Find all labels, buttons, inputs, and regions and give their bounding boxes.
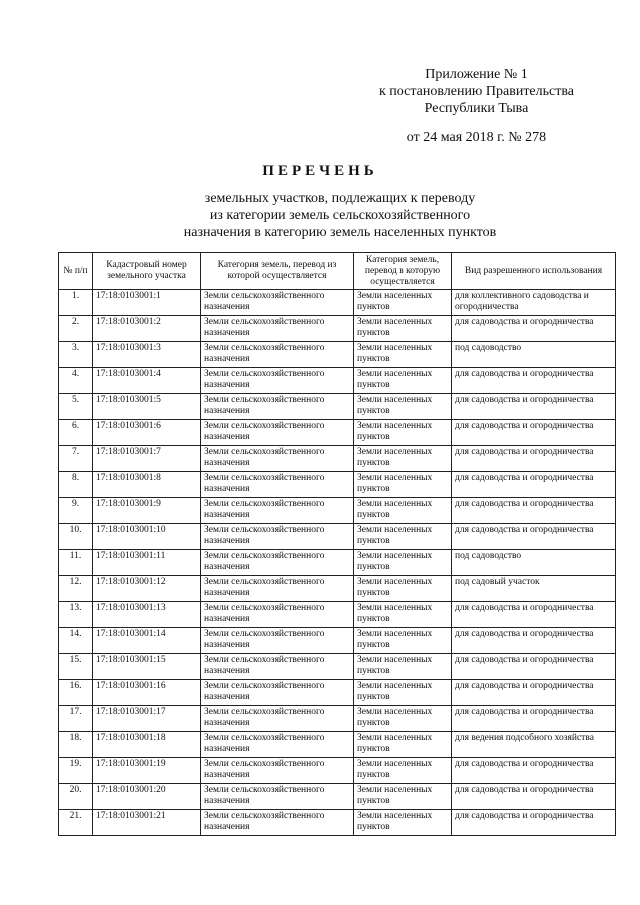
cell-num: 6.: [59, 420, 93, 446]
cell-to-category: Земли населенных пунктов: [354, 394, 452, 420]
table-row: [59, 758, 616, 784]
cell-to-category: Земли населенных пунктов: [354, 368, 452, 394]
cell-from-category: Земли сельскохозяйственного назначения: [201, 290, 354, 316]
cell-usage: для коллективного садоводства и огородничества: [452, 290, 616, 316]
table-body: [59, 290, 616, 836]
cell-cadastral: 17:18:0103001:21: [93, 810, 201, 836]
cell-num: 13.: [59, 602, 93, 628]
cell-cadastral: 17:18:0103001:6: [93, 420, 201, 446]
cell-cadastral: 17:18:0103001:9: [93, 498, 201, 524]
cell-num: 11.: [59, 550, 93, 576]
cell-usage: для ведения подсобного хозяйства: [452, 732, 616, 758]
table-row: [59, 706, 616, 732]
cell-cadastral: 17:18:0103001:8: [93, 472, 201, 498]
appendix-block: [379, 66, 574, 146]
cell-num: 7.: [59, 446, 93, 472]
cell-from-category: Земли сельскохозяйственного назначения: [201, 394, 354, 420]
table-row: [59, 446, 616, 472]
land-plots-table: [58, 252, 616, 836]
cell-from-category: Земли сельскохозяйственного назначения: [201, 472, 354, 498]
cell-to-category: Земли населенных пунктов: [354, 472, 452, 498]
cell-cadastral: 17:18:0103001:12: [93, 576, 201, 602]
cell-num: 16.: [59, 680, 93, 706]
cell-usage: для садоводства и огородничества: [452, 628, 616, 654]
cell-from-category: Земли сельскохозяйственного назначения: [201, 784, 354, 810]
cell-to-category: Земли населенных пунктов: [354, 446, 452, 472]
cell-usage: для садоводства и огородничества: [452, 810, 616, 836]
cell-from-category: Земли сельскохозяйственного назначения: [201, 498, 354, 524]
cell-from-category: Земли сельскохозяйственного назначения: [201, 420, 354, 446]
table-row: [59, 394, 616, 420]
header-usage: Вид разрешенного использования: [452, 253, 616, 290]
cell-from-category: Земли сельскохозяйственного назначения: [201, 602, 354, 628]
table-row: [59, 420, 616, 446]
cell-from-category: Земли сельскохозяйственного назначения: [201, 368, 354, 394]
table-row: [59, 680, 616, 706]
header-cadastral: Кадастровый номер земельного участка: [93, 253, 201, 290]
cell-num: 20.: [59, 784, 93, 810]
cell-num: 10.: [59, 524, 93, 550]
cell-num: 1.: [59, 290, 93, 316]
cell-usage: для садоводства и огородничества: [452, 368, 616, 394]
cell-from-category: Земли сельскохозяйственного назначения: [201, 628, 354, 654]
cell-to-category: Земли населенных пунктов: [354, 680, 452, 706]
cell-num: 19.: [59, 758, 93, 784]
table-row: [59, 342, 616, 368]
cell-to-category: Земли населенных пунктов: [354, 550, 452, 576]
cell-cadastral: 17:18:0103001:10: [93, 524, 201, 550]
cell-cadastral: 17:18:0103001:2: [93, 316, 201, 342]
cell-from-category: Земли сельскохозяйственного назначения: [201, 524, 354, 550]
cell-num: 14.: [59, 628, 93, 654]
cell-num: 21.: [59, 810, 93, 836]
cell-num: 9.: [59, 498, 93, 524]
cell-num: 15.: [59, 654, 93, 680]
cell-from-category: Земли сельскохозяйственного назначения: [201, 706, 354, 732]
cell-usage: под садоводство: [452, 342, 616, 368]
cell-to-category: Земли населенных пунктов: [354, 628, 452, 654]
cell-num: 5.: [59, 394, 93, 420]
table-row: [59, 290, 616, 316]
cell-usage: для садоводства и огородничества: [452, 706, 616, 732]
cell-usage: для садоводства и огородничества: [452, 446, 616, 472]
document-title: ПЕРЕЧЕНЬ: [262, 163, 378, 179]
table-row: [59, 654, 616, 680]
cell-to-category: Земли населенных пунктов: [354, 290, 452, 316]
cell-num: 12.: [59, 576, 93, 602]
cell-from-category: Земли сельскохозяйственного назначения: [201, 810, 354, 836]
cell-from-category: Земли сельскохозяйственного назначения: [201, 550, 354, 576]
cell-to-category: Земли населенных пунктов: [354, 784, 452, 810]
cell-usage: для садоводства и огородничества: [452, 654, 616, 680]
subtitle-line-1: земельных участков, подлежащих к переводу: [204, 191, 476, 206]
table-row: [59, 784, 616, 810]
cell-num: 4.: [59, 368, 93, 394]
cell-to-category: Земли населенных пунктов: [354, 498, 452, 524]
cell-from-category: Земли сельскохозяйственного назначения: [201, 680, 354, 706]
cell-cadastral: 17:18:0103001:16: [93, 680, 201, 706]
cell-num: 8.: [59, 472, 93, 498]
cell-cadastral: 17:18:0103001:14: [93, 628, 201, 654]
cell-cadastral: 17:18:0103001:15: [93, 654, 201, 680]
cell-from-category: Земли сельскохозяйственного назначения: [201, 654, 354, 680]
cell-to-category: Земли населенных пунктов: [354, 420, 452, 446]
cell-num: 2.: [59, 316, 93, 342]
appendix-line-1: Приложение № 1: [425, 67, 528, 82]
cell-cadastral: 17:18:0103001:1: [93, 290, 201, 316]
cell-from-category: Земли сельскохозяйственного назначения: [201, 758, 354, 784]
cell-from-category: Земли сельскохозяйственного назначения: [201, 732, 354, 758]
table-row: [59, 472, 616, 498]
cell-cadastral: 17:18:0103001:7: [93, 446, 201, 472]
cell-from-category: Земли сельскохозяйственного назначения: [201, 316, 354, 342]
cell-usage: для садоводства и огородничества: [452, 420, 616, 446]
appendix-line-3: Республики Тыва: [424, 101, 529, 116]
cell-usage: для садоводства и огородничества: [452, 784, 616, 810]
cell-usage: для садоводства и огородничества: [452, 524, 616, 550]
cell-usage: для садоводства и огородничества: [452, 472, 616, 498]
cell-cadastral: 17:18:0103001:5: [93, 394, 201, 420]
cell-to-category: Земли населенных пунктов: [354, 602, 452, 628]
cell-cadastral: 17:18:0103001:17: [93, 706, 201, 732]
cell-usage: для садоводства и огородничества: [452, 394, 616, 420]
cell-to-category: Земли населенных пунктов: [354, 524, 452, 550]
subtitle-line-2: из категории земель сельскохозяйственного: [209, 208, 471, 223]
cell-from-category: Земли сельскохозяйственного назначения: [201, 342, 354, 368]
cell-to-category: Земли населенных пунктов: [354, 342, 452, 368]
cell-num: 3.: [59, 342, 93, 368]
cell-from-category: Земли сельскохозяйственного назначения: [201, 576, 354, 602]
cell-usage: под садовый участок: [452, 576, 616, 602]
table-row: [59, 368, 616, 394]
cell-from-category: Земли сельскохозяйственного назначения: [201, 446, 354, 472]
cell-cadastral: 17:18:0103001:18: [93, 732, 201, 758]
cell-usage: для садоводства и огородничества: [452, 316, 616, 342]
header-to-category: Категория земель, перевод в которую осуществляется: [354, 253, 452, 290]
table-row: [59, 602, 616, 628]
table-row: [59, 498, 616, 524]
table-row: [59, 628, 616, 654]
table-row: [59, 316, 616, 342]
cell-cadastral: 17:18:0103001:20: [93, 784, 201, 810]
table-row: [59, 550, 616, 576]
header-from-category: Категория земель, перевод из которой осуществляется: [201, 253, 354, 290]
table-header-row: [59, 253, 616, 290]
cell-to-category: Земли населенных пунктов: [354, 576, 452, 602]
cell-usage: для садоводства и огородничества: [452, 602, 616, 628]
cell-usage: для садоводства и огородничества: [452, 758, 616, 784]
cell-to-category: Земли населенных пунктов: [354, 706, 452, 732]
cell-cadastral: 17:18:0103001:19: [93, 758, 201, 784]
cell-usage: для садоводства и огородничества: [452, 680, 616, 706]
cell-num: 18.: [59, 732, 93, 758]
cell-usage: под садоводство: [452, 550, 616, 576]
table-row: [59, 576, 616, 602]
header-num: № п/п: [59, 253, 93, 290]
cell-to-category: Земли населенных пунктов: [354, 758, 452, 784]
cell-num: 17.: [59, 706, 93, 732]
cell-to-category: Земли населенных пунктов: [354, 654, 452, 680]
cell-cadastral: 17:18:0103001:3: [93, 342, 201, 368]
table-row: [59, 524, 616, 550]
table-row: [59, 810, 616, 836]
appendix-date: от 24 мая 2018 г. № 278: [406, 130, 547, 145]
subtitle-line-3: назначения в категорию земель населенных пунктов: [183, 225, 497, 240]
cell-cadastral: 17:18:0103001:13: [93, 602, 201, 628]
document-subtitle: [120, 190, 560, 241]
cell-to-category: Земли населенных пунктов: [354, 810, 452, 836]
cell-cadastral: 17:18:0103001:4: [93, 368, 201, 394]
appendix-line-2: к постановлению Правительства: [378, 84, 574, 99]
table-row: [59, 732, 616, 758]
cell-cadastral: 17:18:0103001:11: [93, 550, 201, 576]
cell-usage: для садоводства и огородничества: [452, 498, 616, 524]
cell-to-category: Земли населенных пунктов: [354, 316, 452, 342]
cell-to-category: Земли населенных пунктов: [354, 732, 452, 758]
